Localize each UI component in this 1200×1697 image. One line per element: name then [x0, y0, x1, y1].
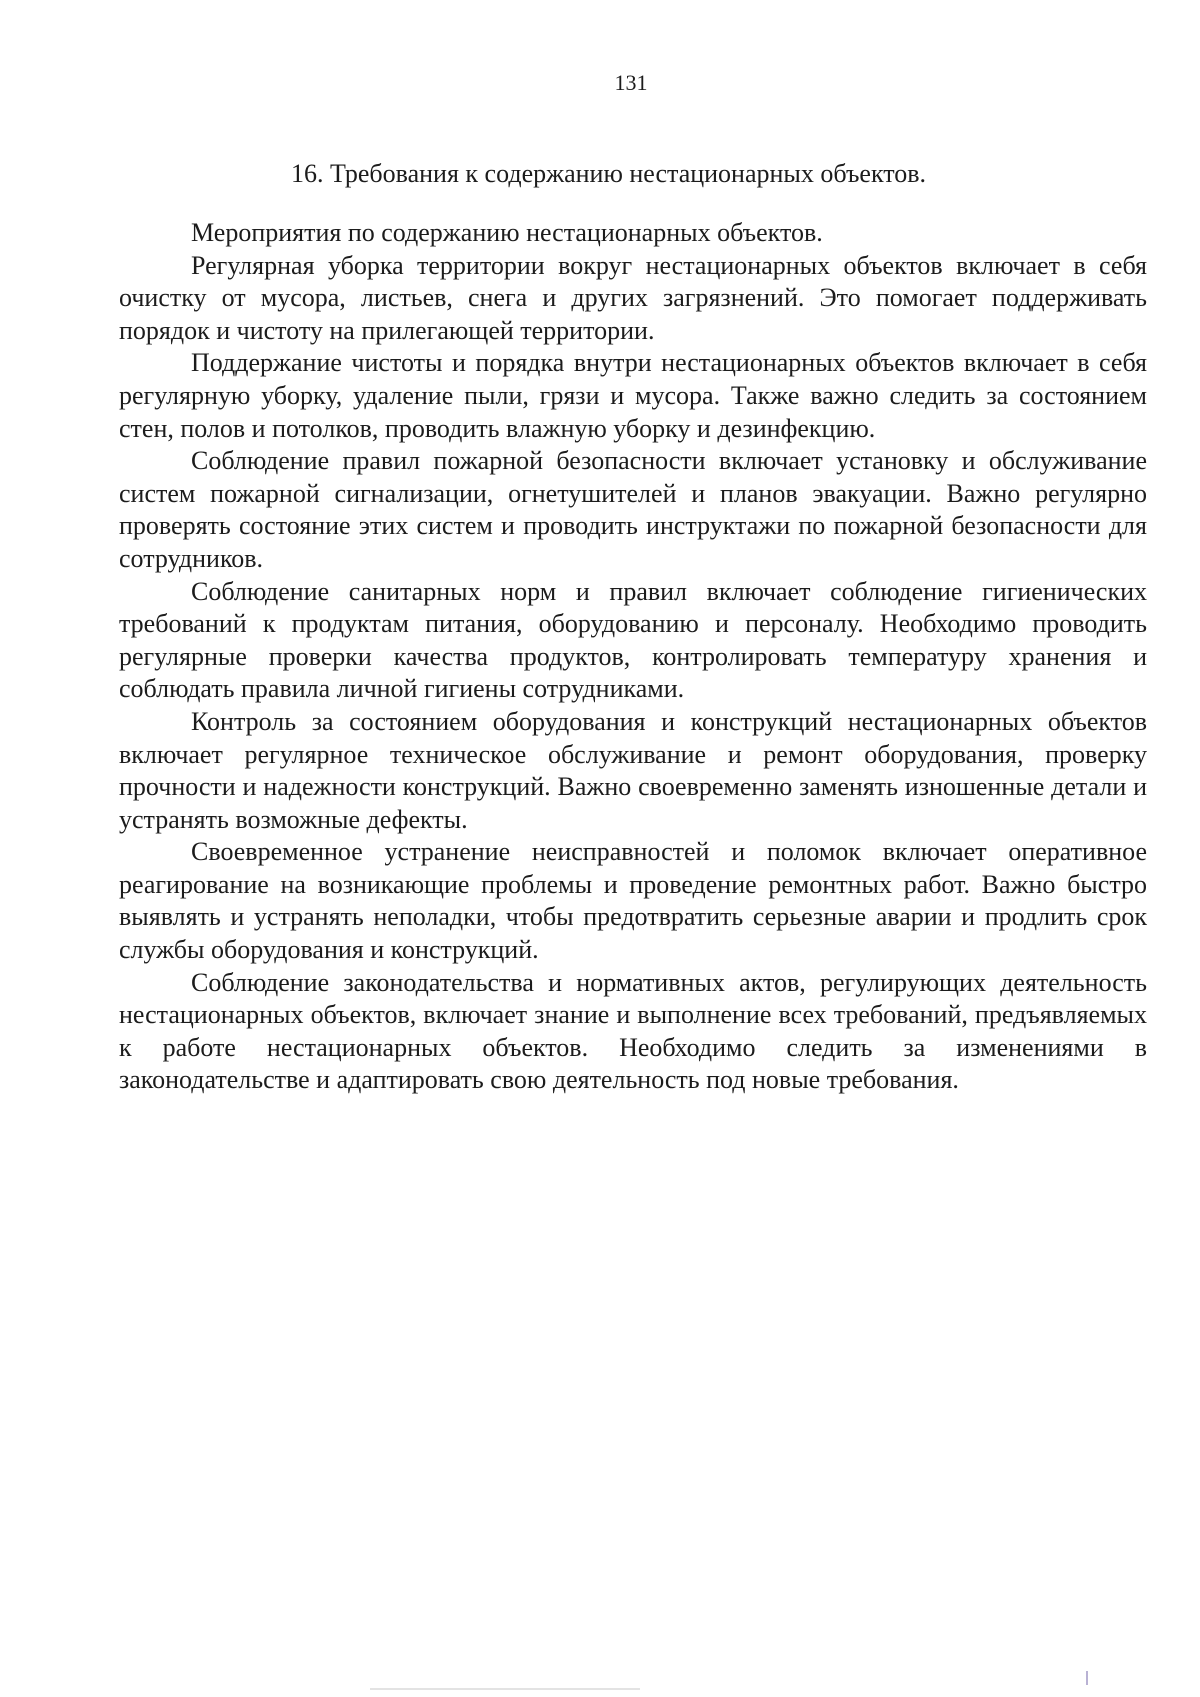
paragraph-sanitary-norms: Соблюдение санитарных норм и правил включает соблюдение гигиенических требований к продуктам питания, оборудованию и персоналу. Необходимо проводить регулярные проверки качества продуктов, контролировать температуру хранения и соблюдать правила личной гигиены сотрудниками.: [119, 576, 1147, 704]
paragraph-equipment-control: Контроль за состоянием оборудования и конструкций нестационарных объектов включает регулярное техническое обслуживание и ремонт оборудования, проверку прочности и надежности конструкций. Важно своевременно заменять изношенные детали и устранять возможные дефекты.: [119, 706, 1147, 834]
paragraph-territory-cleaning: Регулярная уборка территории вокруг нестационарных объектов включает в себя очистку от мусора, листьев, снега и других загрязнений. Это помогает поддерживать порядок и чистоту на прилегающей территории.: [119, 250, 1147, 345]
document-body: [119, 157, 1147, 1097]
scan-margin-mark: [1086, 1671, 1088, 1685]
section-title: 16. Требования к содержанию нестационарных объектов.: [291, 159, 927, 188]
paragraph-legislation: Соблюдение законодательства и нормативных актов, регулирующих деятельность нестационарных объектов, включает знание и выполнение всех требований, предъявляемых к работе нестационарных объектов. Необходимо следить за изменениями в законодательстве и адаптировать свою деятельность под новые требования.: [119, 967, 1147, 1095]
paragraph-intro: Мероприятия по содержанию нестационарных объектов.: [191, 218, 823, 247]
scan-edge-shadow: [370, 1688, 640, 1690]
paragraph-fire-safety: Соблюдение правил пожарной безопасности включает установку и обслуживание систем пожарной сигнализации, огнетушителей и планов эвакуации. Важно регулярно проверять состояние этих систем и проводить инструктажи по пожарной безопасности для сотрудников.: [119, 446, 1147, 573]
paragraph-interior-cleanliness: Поддержание чистоты и порядка внутри нестационарных объектов включает в себя регулярную уборку, удаление пыли, грязи и мусора. Также важно следить за состоянием стен, полов и потолков, проводить влажную уборку и дезинфекцию.: [119, 348, 1147, 443]
paragraph-repairs: Своевременное устранение неисправностей и поломок включает оперативное реагирование на возникающие проблемы и проведение ремонтных работ. Важно быстро выявлять и устранять неполадки, чтобы предотвратить серьезные аварии и продлить срок службы оборудования и конструкций.: [119, 837, 1147, 965]
page-number: 131: [614, 70, 648, 95]
